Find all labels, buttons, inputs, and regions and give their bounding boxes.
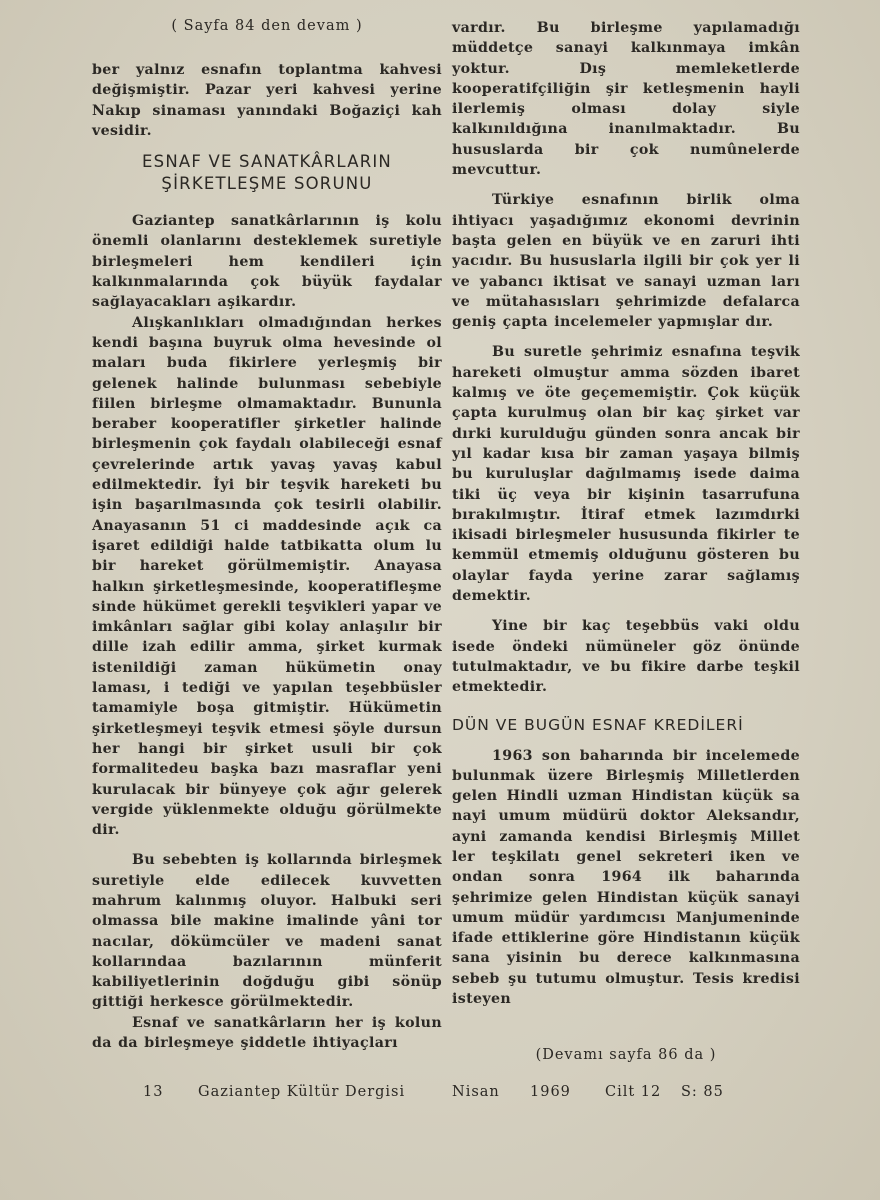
page-number: 13 <box>143 1084 164 1100</box>
issue-month: Nisan <box>452 1084 500 1100</box>
continued-from-note: ( Sayfa 84 den devam ) <box>171 18 363 34</box>
body-paragraph: Esnaf ve sanatkârların her iş kolun da da birleşmeye şiddetle ihtiyaçları <box>92 1014 442 1052</box>
right-column <box>452 18 800 1063</box>
body-paragraph: Türkiye esnafının birlik olma ihtiyacı yaşadığımız ekonomi devrinin başta gelen en büyük ve en zaruri ihti yacıdır. Bu hususlarla ilgili bir çok yer li ve yabancı iktisat ve sanayi uzman ları ve mütahasısları şehrimizde defalarca geniş çapta incelemeler yapmışlar dır. <box>452 192 800 331</box>
body-paragraph: Yine bir kaç teşebbüs vaki oldu isede öndeki nümüneler göz önünde tutulmaktadır, ve bu fikire darbe teşkil etmektedir. <box>452 618 800 696</box>
continued-on-note: (Devamı sayfa 86 da ) <box>535 1047 717 1064</box>
volume-label: Cilt 12 <box>605 1084 662 1100</box>
issue-number: S: 85 <box>681 1084 724 1100</box>
issue-year: 1969 <box>530 1084 571 1100</box>
section-title <box>92 151 442 195</box>
journal-name: Gaziantep Kültür Dergisi <box>198 1084 406 1100</box>
body-paragraph: Bu suretle şehrimiz esnafına teşvik hareketi olmuştur amma sözden ibaret kalmış ve öte geçememiştir. Çok küçük çapta kurulmuş olan bir kaç şirket var dırki kurulduğu günden sonra ancak bir yıl kadar kısa bir zaman yaşaya bilmiş bu kuruluşlar dağılmamış isede daima tiki üç veya bir kişinin tasarrufuna bırakılmıştır. İtiraf etmek lazımdırki ikisadi birleşmeler hususunda fikirler te kemmül etmemiş olduğunu gösteren bu olaylar fayda yerine zarar sağlamış demektir. <box>452 344 800 605</box>
section-title-line-2: ŞİRKETLEŞME SORUNU <box>161 174 373 194</box>
section-title-line-1: ESNAF VE SANATKÂRLARIN <box>142 152 392 172</box>
intro-paragraph: ber yalnız esnafın toplantma kahvesi değişmiştir. Pazar yeri kahvesi yerine Nakıp sinaması yanındaki Boğaziçi kah vesidir. <box>92 62 442 139</box>
section-title-credits: DÜN VE BUGÜN ESNAF KREDİLERİ <box>452 715 744 734</box>
body-paragraph: 1963 son baharında bir incelemede bulunmak üzere Birleşmiş Milletlerden gelen Hindli uzman Hindistan küçük sa nayi umum müdürü doktor Aleksandır, ayni zamanda kendisi Birleşmiş Millet ler teşkilatı genel sekreteri iken ve ondan sonra 1964 ilk baharında şehrimize gelen Hindistan küçük sanayi umum müdür yardımcısı Manjumeninde ifade ettiklerine göre Hindistanın küçük sana yisinin bu derece kalkınmasına sebeb şu tutumu olmuştur. Tesis kredisi isteyen <box>452 747 800 1008</box>
body-paragraph: Alışkanlıkları olmadığından herkes kendi başına buyruk olma hevesinde ol maları buda fikirlere yerleşmiş bir gelenek halinde bulunması sebebiyle fiilen birleşme olmamaktadır. Bununla beraber kooperatifler şirketler halinde birleşmenin çok faydalı olabileceği esnaf çevrelerinde artık yavaş yavaş kabul edilmektedir. İyi bir teşvik hareketi bu işin başarılmasında çok tesirli olabilir. Anayasanın 51 ci maddesinde açık ca işaret edildiği halde tatbikatta olum lu bir hareket görülmemiştir. Anayasa halkın şirketleşmesinde, kooperatifleşme sinde hükümet gerekli teşvikleri yapar ve imkânları sağlar gibi kolay anlaşılır bir dille izah edilir amma, şirket kurmak istenildiği zaman hükümetin onay laması, i tediği ve yapılan teşebbüsler tamamiyle boşa gitmiştir. Hükümetin şirketleşmeyi teşvik etmesi şöyle dursun her hangi bir şirket usuli bir çok formalitedeu başka bazı masraflar yeni kurulacak bir bünyeye çok ağır gelerek vergide yüklenmekte olduğu görülmekte dir. <box>92 314 442 839</box>
left-column <box>92 18 442 1053</box>
body-paragraph: Gaziantep sanatkârlarının iş kolu önemli olanlarını desteklemek suretiyle birleşmeleri hem kendileri için kalkınmalarında çok büyük faydalar sağlayacakları aşikardır. <box>92 213 442 311</box>
body-paragraph: Bu sebebten iş kollarında birleşmek suretiyle elde edilecek kuvvetten mahrum kalınmış oluyor. Halbuki seri olmassa bile makine imalinde yâni tor nacılar, dökümcüler ve madeni sanat kollarındaa bazılarının münferit kabiliyetlerinin doğduğu gibi sönüp gittiği herkesce görülmektedir. <box>92 852 442 1011</box>
body-paragraph: vardır. Bu birleşme yapılamadığı müddetçe sanayi kalkınmaya imkân yoktur. Dış memleketlerde kooperatifçiliğin şir ketleşmenin hayli ilerlemiş olması dolay siyle kalkınıldığına inanılmaktadır. Bu hususlarda bir çok numûnelerde mevcuttur. <box>452 20 800 179</box>
